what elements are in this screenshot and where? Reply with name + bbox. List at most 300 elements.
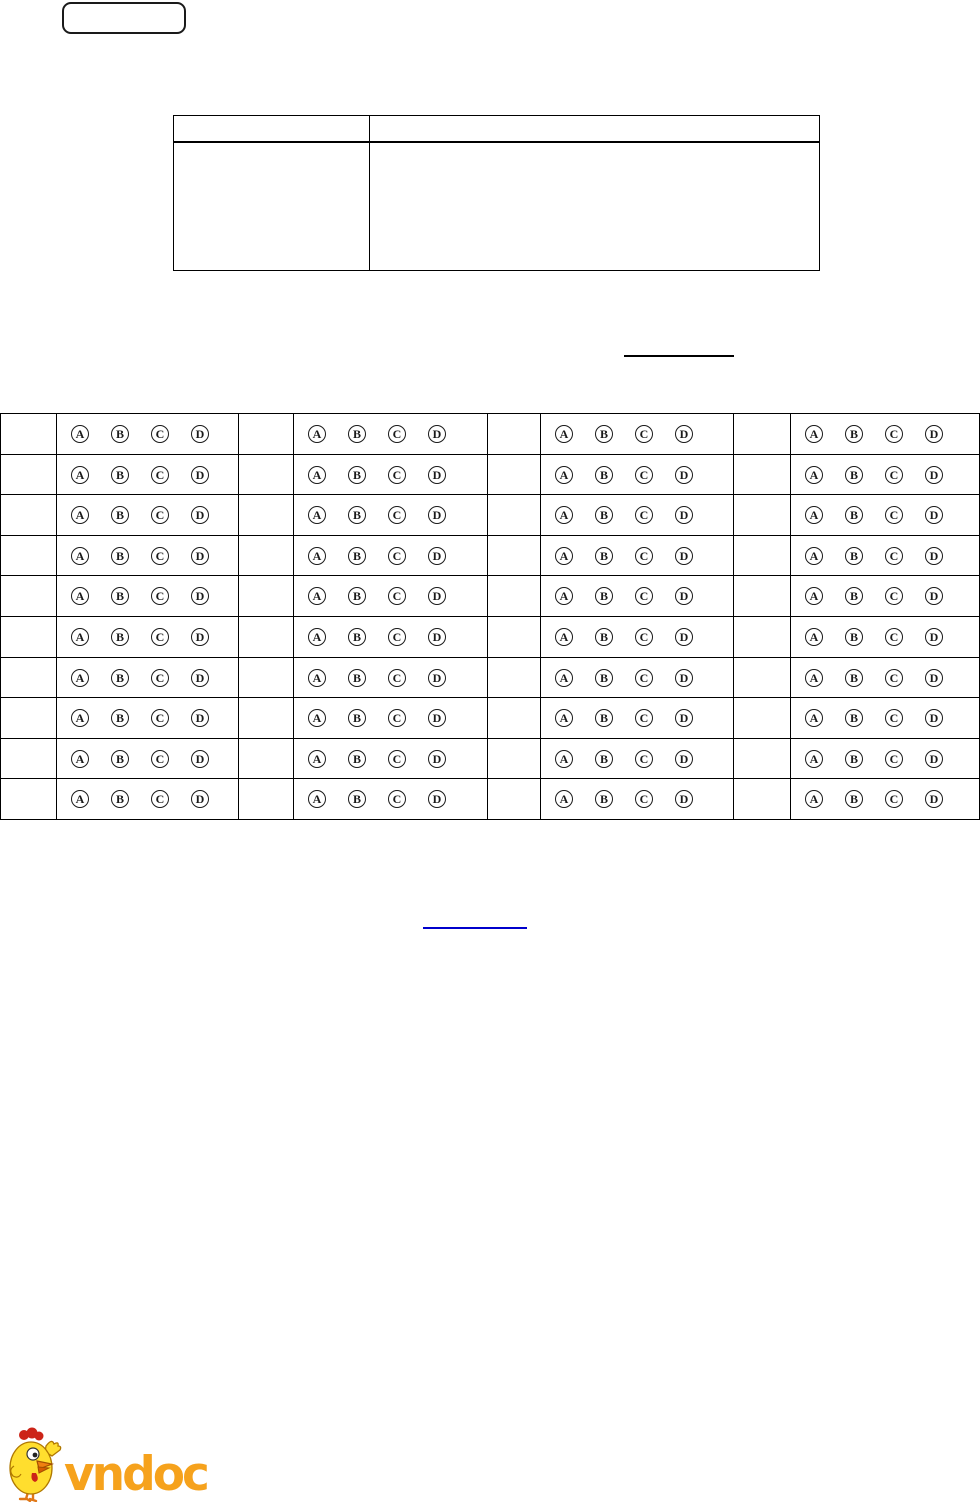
bubble-option-c[interactable]: C — [885, 628, 903, 646]
bubble-option-d[interactable]: D — [191, 750, 209, 768]
bubble-option-c[interactable]: C — [635, 628, 653, 646]
question-number-cell — [239, 454, 294, 495]
bubble-option-a[interactable]: A — [555, 709, 573, 727]
question-number-cell — [488, 495, 541, 536]
answer-options-cell — [541, 414, 734, 455]
bubble-slot — [100, 750, 140, 768]
bubble-option-d[interactable]: D — [191, 709, 209, 727]
bubble-option-b[interactable]: B — [348, 628, 366, 646]
question-number-cell — [734, 414, 791, 455]
bubble-slot — [60, 790, 100, 808]
question-number-cell — [239, 576, 294, 617]
answer-grid — [0, 413, 980, 820]
bubble-option-b[interactable]: B — [845, 547, 863, 565]
bubble-slot — [417, 466, 457, 484]
bubble-option-a[interactable]: A — [805, 709, 823, 727]
question-number-cell — [239, 616, 294, 657]
answer-options-cell — [791, 414, 980, 455]
answer-options-cell — [541, 535, 734, 576]
bubble-option-b[interactable]: B — [845, 750, 863, 768]
bubble-slot — [140, 506, 180, 524]
bubble-option-b[interactable]: B — [348, 790, 366, 808]
bubble-option-a[interactable]: A — [805, 547, 823, 565]
bubble-slot — [180, 466, 220, 484]
bubble-option-d[interactable]: D — [675, 587, 693, 605]
bubble-option-b[interactable]: B — [595, 628, 613, 646]
bubble-option-b[interactable]: B — [348, 547, 366, 565]
bubble-slot — [664, 425, 704, 443]
bubble-slot — [140, 750, 180, 768]
bubble-option-a[interactable]: A — [71, 547, 89, 565]
bubble-slot — [377, 506, 417, 524]
bubble-slot — [417, 425, 457, 443]
bubble-option-c[interactable]: C — [151, 628, 169, 646]
answer-options-cell — [541, 779, 734, 820]
bubble-option-c[interactable]: C — [635, 709, 653, 727]
bubble-option-a[interactable]: A — [308, 506, 326, 524]
bubble-option-d[interactable]: D — [191, 669, 209, 687]
bubble-slot — [664, 587, 704, 605]
question-number-cell — [488, 414, 541, 455]
bubble-slot — [297, 425, 337, 443]
bubble-slot — [874, 709, 914, 727]
info-table-body-row — [174, 142, 820, 271]
bubble-slot — [337, 750, 377, 768]
bubble-option-a[interactable]: A — [805, 628, 823, 646]
bubble-option-b[interactable]: B — [845, 425, 863, 443]
bubble-slot — [794, 547, 834, 565]
question-number-cell — [488, 576, 541, 617]
bubble-slot — [337, 466, 377, 484]
bubble-option-c[interactable]: C — [885, 466, 903, 484]
bubble-option-d[interactable]: D — [428, 750, 446, 768]
bubble-option-a[interactable]: A — [555, 669, 573, 687]
answer-options-cell — [541, 616, 734, 657]
bubble-option-d[interactable]: D — [925, 587, 943, 605]
bubble-slot — [297, 709, 337, 727]
bubble-option-b[interactable]: B — [111, 750, 129, 768]
bubble-option-c[interactable]: C — [885, 425, 903, 443]
bubble-slot — [544, 547, 584, 565]
bubble-option-a[interactable]: A — [555, 587, 573, 605]
bubble-option-b[interactable]: B — [595, 506, 613, 524]
bubble-option-d[interactable]: D — [675, 506, 693, 524]
info-table-header-cell-1 — [174, 116, 370, 142]
bubble-option-b[interactable]: B — [595, 790, 613, 808]
bubble-slot — [584, 669, 624, 687]
bubble-option-d[interactable]: D — [925, 425, 943, 443]
answer-row — [1, 738, 980, 779]
bubble-option-a[interactable]: A — [555, 628, 573, 646]
bubble-option-a[interactable]: A — [805, 425, 823, 443]
bubble-slot — [664, 628, 704, 646]
bubble-option-c[interactable]: C — [635, 587, 653, 605]
bubble-option-d[interactable]: D — [675, 628, 693, 646]
bubble-slot — [584, 750, 624, 768]
bubble-option-c[interactable]: C — [885, 709, 903, 727]
bubble-option-b[interactable]: B — [111, 790, 129, 808]
bubble-option-c[interactable]: C — [151, 790, 169, 808]
bubble-option-b[interactable]: B — [111, 547, 129, 565]
answer-row — [1, 576, 980, 617]
bubble-slot — [100, 790, 140, 808]
question-number-cell — [239, 535, 294, 576]
answer-options-cell — [791, 535, 980, 576]
bubble-option-b[interactable]: B — [845, 628, 863, 646]
bubble-slot — [337, 790, 377, 808]
bubble-slot — [544, 790, 584, 808]
bubble-option-d[interactable]: D — [191, 790, 209, 808]
bubble-option-a[interactable]: A — [308, 587, 326, 605]
bubble-slot — [100, 587, 140, 605]
bubble-slot — [140, 587, 180, 605]
bubble-option-d[interactable]: D — [925, 547, 943, 565]
bubble-option-d[interactable]: D — [675, 547, 693, 565]
bubble-slot — [834, 669, 874, 687]
answer-row — [1, 698, 980, 739]
bubble-slot — [417, 750, 457, 768]
bubble-slot — [60, 425, 100, 443]
bubble-option-c[interactable]: C — [885, 790, 903, 808]
bubble-option-a[interactable]: A — [71, 425, 89, 443]
bubble-slot — [624, 709, 664, 727]
bubble-option-c[interactable]: C — [635, 547, 653, 565]
bubble-option-b[interactable]: B — [845, 790, 863, 808]
bubble-option-b[interactable]: B — [845, 709, 863, 727]
bubble-option-d[interactable]: D — [675, 425, 693, 443]
bubble-option-c[interactable]: C — [151, 669, 169, 687]
bubble-slot — [624, 669, 664, 687]
bubble-option-d[interactable]: D — [925, 750, 943, 768]
answer-options-cell — [294, 495, 488, 536]
bubble-option-a[interactable]: A — [805, 506, 823, 524]
bubble-slot — [794, 587, 834, 605]
bubble-slot — [60, 750, 100, 768]
question-number-cell — [488, 454, 541, 495]
answer-row — [1, 454, 980, 495]
bubble-option-a[interactable]: A — [308, 750, 326, 768]
bubble-option-a[interactable]: A — [555, 750, 573, 768]
bubble-option-c[interactable]: C — [151, 506, 169, 524]
bubble-option-d[interactable]: D — [428, 466, 446, 484]
bubble-option-a[interactable]: A — [308, 790, 326, 808]
bubble-option-b[interactable]: B — [595, 547, 613, 565]
answer-options-cell — [791, 576, 980, 617]
bubble-option-d[interactable]: D — [925, 790, 943, 808]
bubble-slot — [377, 425, 417, 443]
bubble-slot — [834, 628, 874, 646]
bubble-slot — [100, 547, 140, 565]
question-number-cell — [239, 414, 294, 455]
bubble-option-a[interactable]: A — [555, 790, 573, 808]
bubble-slot — [337, 628, 377, 646]
bubble-option-d[interactable]: D — [675, 750, 693, 768]
question-number-cell — [1, 454, 57, 495]
bubble-option-d[interactable]: D — [428, 628, 446, 646]
bubble-slot — [624, 587, 664, 605]
bubble-slot — [297, 790, 337, 808]
bubble-option-b[interactable]: B — [111, 628, 129, 646]
bubble-slot — [794, 790, 834, 808]
question-number-cell — [1, 779, 57, 820]
bubble-option-d[interactable]: D — [191, 628, 209, 646]
answer-options-cell — [791, 738, 980, 779]
brand-text: vndoc — [64, 1447, 207, 1502]
bubble-slot — [297, 587, 337, 605]
bubble-option-b[interactable]: B — [348, 709, 366, 727]
bubble-option-b[interactable]: B — [111, 587, 129, 605]
question-number-cell — [239, 779, 294, 820]
bubble-slot — [624, 425, 664, 443]
bubble-slot — [377, 547, 417, 565]
bubble-slot — [60, 466, 100, 484]
answer-options-cell — [57, 698, 239, 739]
bubble-slot — [60, 709, 100, 727]
bubble-slot — [297, 669, 337, 687]
question-number-cell — [239, 657, 294, 698]
question-number-cell — [239, 698, 294, 739]
bubble-slot — [377, 669, 417, 687]
bubble-option-c[interactable]: C — [635, 790, 653, 808]
question-number-cell — [734, 616, 791, 657]
bubble-option-d[interactable]: D — [191, 506, 209, 524]
bubble-option-d[interactable]: D — [428, 669, 446, 687]
bubble-option-c[interactable]: C — [388, 547, 406, 565]
answer-options-cell — [791, 657, 980, 698]
bubble-option-a[interactable]: A — [555, 506, 573, 524]
bubble-option-a[interactable]: A — [71, 669, 89, 687]
bubble-option-c[interactable]: C — [151, 547, 169, 565]
bubble-slot — [417, 790, 457, 808]
bubble-option-a[interactable]: A — [308, 547, 326, 565]
bubble-option-b[interactable]: B — [348, 750, 366, 768]
bubble-option-b[interactable]: B — [348, 506, 366, 524]
bubble-option-c[interactable]: C — [151, 466, 169, 484]
bubble-option-b[interactable]: B — [348, 669, 366, 687]
bubble-option-a[interactable]: A — [555, 466, 573, 484]
answer-options-cell — [57, 616, 239, 657]
question-number-cell — [488, 535, 541, 576]
bubble-option-a[interactable]: A — [805, 750, 823, 768]
answer-row — [1, 657, 980, 698]
bubble-option-a[interactable]: A — [71, 466, 89, 484]
bubble-option-c[interactable]: C — [635, 750, 653, 768]
bubble-option-d[interactable]: D — [428, 506, 446, 524]
bubble-option-d[interactable]: D — [925, 669, 943, 687]
answer-options-cell — [57, 414, 239, 455]
answer-options-cell — [57, 779, 239, 820]
bubble-slot — [794, 425, 834, 443]
bubble-option-c[interactable]: C — [151, 750, 169, 768]
bubble-option-b[interactable]: B — [845, 466, 863, 484]
bubble-option-b[interactable]: B — [348, 425, 366, 443]
bubble-option-d[interactable]: D — [428, 790, 446, 808]
bubble-option-d[interactable]: D — [675, 669, 693, 687]
bubble-option-c[interactable]: C — [388, 506, 406, 524]
bubble-option-a[interactable]: A — [71, 587, 89, 605]
bubble-option-c[interactable]: C — [388, 466, 406, 484]
bubble-option-c[interactable]: C — [388, 750, 406, 768]
answer-options-cell — [541, 738, 734, 779]
bubble-option-c[interactable]: C — [635, 425, 653, 443]
bubble-slot — [874, 628, 914, 646]
answer-options-cell — [791, 616, 980, 657]
answer-options-cell — [541, 454, 734, 495]
bubble-option-b[interactable]: B — [348, 466, 366, 484]
info-table-body-cell-1 — [174, 142, 370, 271]
bubble-option-c[interactable]: C — [635, 669, 653, 687]
bubble-slot — [377, 628, 417, 646]
bubble-slot — [60, 506, 100, 524]
bubble-slot — [794, 709, 834, 727]
bubble-option-c[interactable]: C — [388, 425, 406, 443]
bubble-option-d[interactable]: D — [925, 628, 943, 646]
bubble-option-d[interactable]: D — [675, 790, 693, 808]
question-number-cell — [1, 576, 57, 617]
bubble-slot — [100, 628, 140, 646]
bubble-slot — [544, 669, 584, 687]
question-number-cell — [488, 738, 541, 779]
bubble-slot — [180, 425, 220, 443]
answer-options-cell — [294, 414, 488, 455]
bubble-slot — [834, 709, 874, 727]
bubble-option-d[interactable]: D — [925, 466, 943, 484]
bubble-slot — [874, 425, 914, 443]
bubble-option-c[interactable]: C — [388, 790, 406, 808]
bubble-option-a[interactable]: A — [805, 790, 823, 808]
bubble-slot — [417, 506, 457, 524]
bubble-option-d[interactable]: D — [675, 709, 693, 727]
bubble-option-a[interactable]: A — [71, 506, 89, 524]
bubble-option-c[interactable]: C — [885, 750, 903, 768]
bubble-option-a[interactable]: A — [805, 669, 823, 687]
bubble-option-b[interactable]: B — [111, 425, 129, 443]
bubble-option-c[interactable]: C — [151, 587, 169, 605]
bubble-option-c[interactable]: C — [635, 466, 653, 484]
answer-options-cell — [541, 495, 734, 536]
bubble-option-a[interactable]: A — [71, 750, 89, 768]
answer-options-cell — [541, 576, 734, 617]
bubble-option-d[interactable]: D — [428, 547, 446, 565]
bubble-option-c[interactable]: C — [388, 709, 406, 727]
bubble-slot — [297, 750, 337, 768]
bubble-option-a[interactable]: A — [555, 425, 573, 443]
bubble-option-a[interactable]: A — [308, 628, 326, 646]
bubble-option-a[interactable]: A — [308, 466, 326, 484]
bubble-slot — [140, 709, 180, 727]
bubble-slot — [584, 547, 624, 565]
bubble-slot — [377, 587, 417, 605]
bubble-option-c[interactable]: C — [151, 425, 169, 443]
bubble-option-c[interactable]: C — [151, 709, 169, 727]
bubble-slot — [417, 547, 457, 565]
bubble-option-a[interactable]: A — [71, 709, 89, 727]
question-number-cell — [734, 779, 791, 820]
vndoc-logo — [6, 1426, 207, 1502]
info-table-body-cell-2 — [370, 142, 820, 271]
bubble-option-d[interactable]: D — [675, 466, 693, 484]
chicken-mascot-icon — [6, 1426, 64, 1502]
bubble-option-b[interactable]: B — [845, 506, 863, 524]
bubble-option-d[interactable]: D — [191, 547, 209, 565]
bubble-option-d[interactable]: D — [191, 425, 209, 443]
bubble-slot — [914, 628, 954, 646]
bubble-option-b[interactable]: B — [595, 709, 613, 727]
bubble-slot — [914, 750, 954, 768]
bubble-slot — [180, 547, 220, 565]
bubble-option-b[interactable]: B — [845, 669, 863, 687]
bubble-slot — [874, 790, 914, 808]
bubble-slot — [180, 587, 220, 605]
bubble-option-c[interactable]: C — [635, 506, 653, 524]
bubble-option-a[interactable]: A — [308, 709, 326, 727]
bubble-slot — [100, 669, 140, 687]
bubble-option-b[interactable]: B — [111, 506, 129, 524]
bubble-option-c[interactable]: C — [388, 628, 406, 646]
bubble-option-a[interactable]: A — [308, 669, 326, 687]
answer-options-cell — [791, 495, 980, 536]
bubble-option-b[interactable]: B — [595, 425, 613, 443]
answer-options-cell — [294, 535, 488, 576]
bubble-option-a[interactable]: A — [71, 628, 89, 646]
bubble-option-b[interactable]: B — [845, 587, 863, 605]
bubble-option-c[interactable]: C — [388, 669, 406, 687]
bubble-option-d[interactable]: D — [428, 425, 446, 443]
bubble-slot — [914, 425, 954, 443]
bubble-option-c[interactable]: C — [885, 547, 903, 565]
bubble-option-b[interactable]: B — [595, 466, 613, 484]
bubble-option-b[interactable]: B — [595, 669, 613, 687]
bubble-option-c[interactable]: C — [885, 506, 903, 524]
answer-options-cell — [541, 657, 734, 698]
bubble-option-d[interactable]: D — [191, 466, 209, 484]
answer-options-cell — [294, 454, 488, 495]
bubble-option-d[interactable]: D — [191, 587, 209, 605]
bubble-option-b[interactable]: B — [111, 669, 129, 687]
bubble-slot — [377, 709, 417, 727]
bubble-slot — [624, 466, 664, 484]
bubble-slot — [584, 425, 624, 443]
bubble-option-a[interactable]: A — [805, 466, 823, 484]
bubble-option-d[interactable]: D — [925, 506, 943, 524]
bubble-slot — [180, 628, 220, 646]
bubble-option-d[interactable]: D — [428, 587, 446, 605]
bubble-option-a[interactable]: A — [805, 587, 823, 605]
bubble-option-a[interactable]: A — [71, 790, 89, 808]
bubble-option-c[interactable]: C — [388, 587, 406, 605]
bubble-option-b[interactable]: B — [595, 587, 613, 605]
hyperlink-underline[interactable] — [423, 927, 527, 929]
bubble-option-b[interactable]: B — [111, 466, 129, 484]
bubble-option-a[interactable]: A — [308, 425, 326, 443]
answer-options-cell — [294, 576, 488, 617]
answer-options-cell — [294, 698, 488, 739]
answer-row — [1, 414, 980, 455]
bubble-option-d[interactable]: D — [925, 709, 943, 727]
bubble-slot — [794, 750, 834, 768]
bubble-option-c[interactable]: C — [885, 669, 903, 687]
bubble-option-b[interactable]: B — [595, 750, 613, 768]
question-number-cell — [488, 616, 541, 657]
bubble-option-c[interactable]: C — [885, 587, 903, 605]
bubble-option-d[interactable]: D — [428, 709, 446, 727]
bubble-slot — [914, 547, 954, 565]
bubble-slot — [834, 790, 874, 808]
bubble-option-b[interactable]: B — [111, 709, 129, 727]
bubble-slot — [140, 628, 180, 646]
bubble-option-b[interactable]: B — [348, 587, 366, 605]
bubble-option-a[interactable]: A — [555, 547, 573, 565]
